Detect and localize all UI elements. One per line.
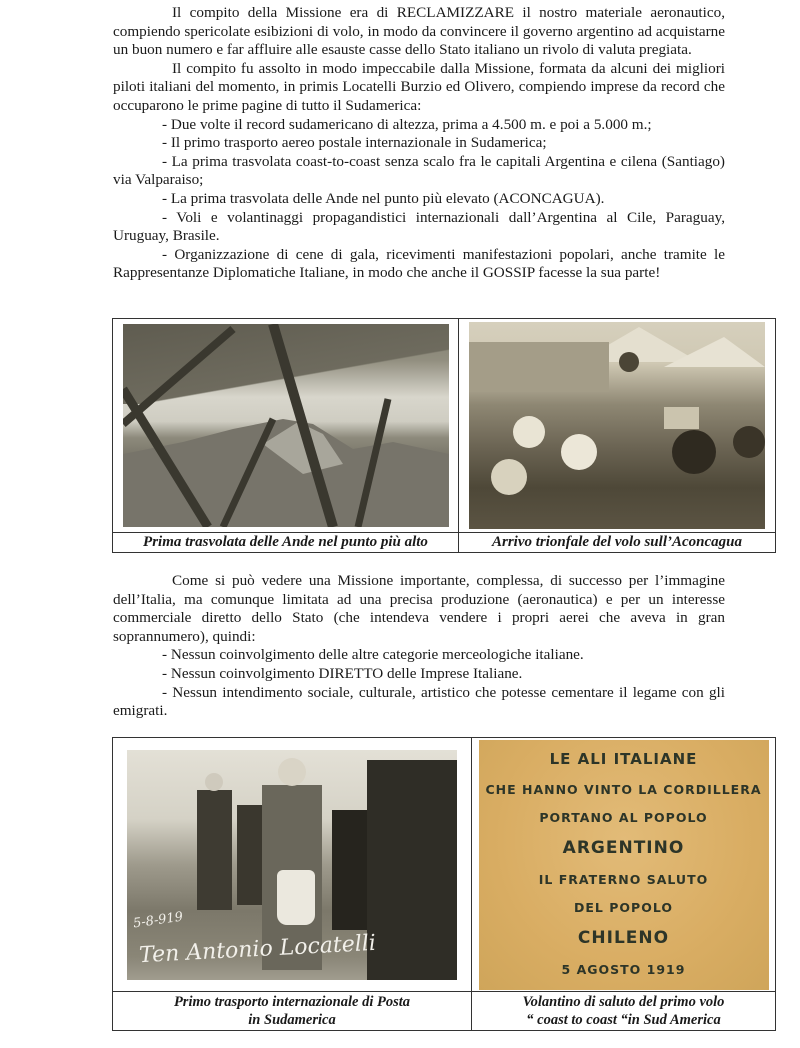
list-item: - La prima trasvolata delle Ande nel punto più elevato (ACONCAGUA).: [162, 189, 605, 207]
caption-aconcagua-arrival: Arrivo trionfale del volo sull’Aconcagua: [491, 534, 742, 550]
list-item: - Nessun coinvolgimento DIRETTO delle Imprese Italiane.: [162, 664, 523, 682]
caption-andes: Prima trasvolata delle Ande nel punto più alto: [113, 533, 459, 553]
flyer-line: ARGENTINO: [562, 838, 685, 859]
caption-flyer: [472, 992, 775, 1030]
figure-cell-flyer: [472, 738, 775, 991]
intro-text: [113, 4, 725, 283]
flyer-line: CHE HANNO VINTO LA CORDILLERA: [485, 781, 762, 797]
flyer-line: DEL POPOLO: [574, 900, 673, 916]
list-item: - La prima trasvolata coast-to-coast senza scalo fra le capitali Argentina e cilena (Santiago) via Valparaiso;: [113, 152, 725, 189]
figure-cell-andes: [113, 319, 459, 532]
list-item: - Nessun intendimento sociale, culturale, artistico che potesse cementare il legame con gli emigrati.: [113, 683, 725, 720]
photo-andes-from-biplane: [123, 324, 449, 527]
photo-crowd-arrival: [469, 322, 765, 529]
flyer-le-ali-italiane: [479, 740, 769, 990]
figure-cell-locatelli: [113, 738, 472, 991]
list-item: - Nessun coinvolgimento delle altre categorie merceologiche italiane.: [162, 646, 584, 664]
paragraph-mission-limits: Come si può vedere una Missione importante, complessa, di successo per l’immagine dell’Italia, ma comunque limitata ad una precisa produzione (aeronautica) e per un interesse commerciale diretto dello Stato (che intendeva vendere i propri aerei che aveva in gran soprannumero), quindi:: [113, 572, 725, 645]
caption-first-mail: [113, 992, 472, 1030]
caption-line: “ coast to coast “in Sud America: [526, 1012, 721, 1028]
flyer-line: IL FRATERNO SALUTO: [538, 871, 709, 887]
photo-date: 5-8-919: [132, 909, 184, 931]
crowd-illustration: [469, 322, 765, 529]
photo-locatelli-mail: [127, 750, 457, 980]
list-item: - Organizzazione di cene di gala, ricevimenti manifestazioni popolari, anche tramite le Rappresentanze Diplomatiche Italiane, in modo che anche il GOSSIP facesse la sua parte!: [113, 245, 725, 282]
flyer-line: LE ALI ITALIANE: [549, 750, 698, 769]
figure-table-1: [112, 318, 776, 553]
caption-line: Volantino di saluto del primo volo: [522, 994, 725, 1010]
figure-table-2: [112, 737, 776, 1031]
paragraph-mission-task: Il compito della Missione era di RECLAMIZZARE il nostro materiale aeronautico, compiendo spericolate esibizioni di volo, in modo da convincere il governo argentino ad acquistarne un buon numero e far affluire alle esauste casse dello Stato italiano un rivolo di valuta pregiata.: [113, 4, 725, 59]
flyer-line: CHILENO: [577, 928, 670, 949]
figure-cell-crowd: [459, 319, 775, 532]
flyer-line: 5 AGOSTO 1919: [561, 961, 686, 977]
list-item: - Due volte il record sudamericano di altezza, prima a 4.500 m. e poi a 5.000 m.;: [162, 115, 652, 133]
conclusion-text: [113, 572, 725, 721]
mail-bag: [277, 870, 315, 925]
caption-line: Primo trasporto internazionale di Posta: [173, 994, 411, 1010]
flyer-line: PORTANO AL POPOLO: [539, 809, 708, 825]
photo-signature: Ten Antonio Locatelli: [138, 930, 377, 968]
list-item: - Il primo trasporto aereo postale internazionale in Sudamerica;: [162, 134, 547, 152]
list-item: - Voli e volantinaggi propagandistici internazionali dall’Argentina al Cile, Paraguay, Uruguay, Brasile.: [113, 208, 725, 245]
paragraph-mission-result: Il compito fu assolto in modo impeccabile dalla Missione, formata da alcuni dei migliori piloti italiani del momento, in primis Locatelli Burzio ed Olivero, compiendo imprese da record che occuparono le prime pagine di tutto il Sudamerica:: [113, 59, 725, 114]
caption-line: in Sudamerica: [248, 1012, 336, 1028]
mountain-silhouette: [123, 324, 449, 527]
